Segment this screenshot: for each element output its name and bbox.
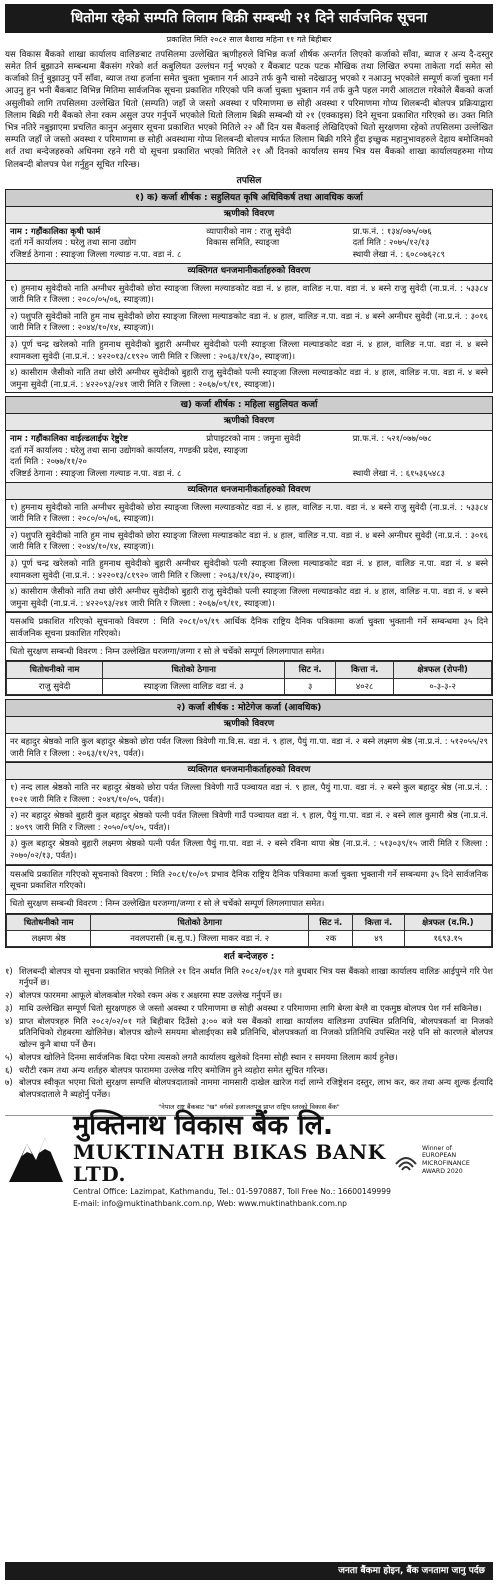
reg-date: दर्ता मिति : २०७५/१२/१३ — [352, 237, 430, 248]
table-cell: ४९ — [353, 931, 404, 947]
blank-cell — [206, 249, 348, 261]
table-cell: ३ — [285, 678, 336, 694]
borrower-details — [6, 224, 492, 263]
table-header-cell: सिट नं. — [285, 662, 336, 678]
reg-address: रजिष्टर्ड ठेगाना : स्याङ्जा जिल्ला गल्याङ न.पा. वडा नं. ८ — [10, 468, 182, 479]
guarantor-3: ३) कुल बहादुर श्रेष्ठको बुहारी लक्ष्मण श्रेष्ठको पत्नी पर्वत जिल्ला पैयुं गा.पा. वडा नं. २ बस्ने रविना थापा श्रेष्ठ (ना.प्र.नं. : ५१३०३९/१५ जारी मिति र जिल्ला : २०७०/०२/१३, पर्वत)। — [6, 836, 492, 864]
loan-heading-2: २) कर्जा शीर्षक : मोटेगेज कर्जा (आवधिक) — [6, 700, 492, 717]
proprietor: प्रोपाइटरको नाम : जमुना सुवेदी — [206, 433, 301, 444]
pan-no: स्थायी लेखा नं. : ६१५३६५४८३ — [352, 468, 445, 479]
table-header-cell: धितोधनीको नाम — [7, 662, 103, 678]
table-cell: स्याङ्जा जिल्ला वालिङ वडा नं. ३ — [103, 678, 285, 694]
table-header-cell: धितोको ठेगाना — [103, 662, 285, 678]
security-description: धितो सुरक्षण सम्बन्धी विवरण : निम्न उल्लेखित घरजग्गा/जग्गा र सो ले चर्चेको सम्पूर्ण लिगलगापात समेत। — [6, 895, 492, 913]
award-line: MICROFINANCE — [422, 1160, 470, 1168]
table-header-cell: कित्ता नं. — [353, 914, 404, 930]
terms-list — [5, 966, 493, 1101]
award-icon — [393, 1147, 419, 1173]
email-web: E-mail: info@muktinathbank.com.np, Web: www.muktinathbank.com.np — [73, 1199, 347, 1209]
borrower-heading: ऋणीको विवरण — [6, 414, 492, 431]
term-text: माथि उल्लेखित सम्पूर्ण धितो सुरक्षणहरु जे जस्तो अवस्था र परिमाणमा छ सोही अवस्था र परिमाणमा लागि बेग्ला बेग्लै वा एकमुष्ठ बोलपत्र पेश गर्न सकिनेछ। — [19, 1002, 482, 1013]
guarantor-3: ३) पूर्ण चन्द्र खरेलको नाति हुमनाथ सुवेदीको बुहारी अग्नीधर सुवेदीको पत्नी स्याङ्जा जिल्ला मल्याङकोट वडा नं. ४ हाल, वालिङ न.पा. वडा नं. ४ बस्ने श्यामकला सुवेदी (ना.प्र.नं. : ४२२०१३/८१९२० जारी मिति र जिल्ला : २०६३/११/३०, स्याङ्जा)। — [6, 556, 492, 584]
license-footnote: "नेपाल राष्ट्र बैंकबाट "ख" वर्गको इजाजतपत्र प्राप्त राष्ट्रिय स्तरको विकास बैंक" — [158, 1102, 340, 1111]
term-number: १) — [5, 965, 13, 976]
reg-office-cont: विकास समिति, स्याङ्जा — [206, 237, 280, 248]
table-cell: लक्ष्मण श्रेष्ठ — [7, 931, 91, 947]
bank-name-english: MUKTINATH BIKAS BANK LTD. — [73, 1139, 386, 1186]
term-text: प्राप्त बोलपत्रहरु मिति २०८२/०२/०१ गते बिहीबार दिउँसो ३:०० बजे यस बैंकको शाखा कार्यालय वालिङमा उपस्थित प्रतिनिधि, बोलपत्रकर्ता वा निजको प्रतिनिधिको रोहबरमा खोलिनेछ। बोलपत्र खोल्ने समयमा बोलाईएका सबै प्रतिनिधि, बोलपत्रकर्ता वा निजको प्रतिनिधि उपस्थित नरहे पनि सो कारणले बोलपत्र खोल्न कुनै बाधा पर्ने छैन। — [19, 1015, 493, 1050]
award-line: AWARD 2020 — [422, 1167, 463, 1175]
guarantor-2: २) नर बहादुर श्रेष्ठको बुहारी कुल बहादुर श्रेष्ठको पत्नी पर्वत जिल्ला त्रिवेणी गाउँ पञ्चायत वडा नं. ९ हाल, पैयुं गा.पा. वडा नं. २ बस्ने लाल कुमारी श्रेष्ठ (ना.प्र.नं. : ४०९९ जारी मिति र जिल्ला : २०५०/०९/०५, पर्वत)। — [6, 808, 492, 836]
reg-office: दर्ता गर्ने कार्यालय : घरेलु तथा साना उद्योगको कार्यालय, गण्डकी प्रदेश, स्याङ्जा — [10, 444, 248, 455]
guarantor-1: १) हुमनाथ सुवेदीको नाति अग्नीधर सुवेदीको छोरा स्याङ्जा जिल्ला मल्याङकोट वडा नं. ४ हाल, वालिङ न.पा. वडा नं. ४ बस्ने राजु सुवेदी (ना.प्र.नं. : ५३३८४ जारी मिति र जिल्ला : २०८०/०५/०६, स्याङ्जा)। — [6, 281, 492, 309]
previous-notice: यसअघि प्रकाशित गरिएको सूचनाको विवरण : मिति २०८१/०९/१९ आर्थिक दैनिक राष्ट्रिय दैनिक पत्रिकामा कर्जा चुक्ता भुक्तानी गर्ने सम्बन्धमा ३५ दिने सार्वजनिक सूचना प्रकाशित गरिएको। — [6, 612, 492, 643]
borrower-heading: ऋणीको विवरण — [6, 207, 492, 224]
table-row — [7, 931, 492, 947]
borrower-heading: ऋणीको विवरण — [6, 717, 492, 734]
guarantor-2: २) पशुपति सुवेदीको नाति हुम नाथ सुवेदीको छोरा स्याङ्जा जिल्ला मल्याङकोट वडा नं. ४ हाल, वालिङ न.पा. वडा नं. ४ बस्ने अग्नीधर सुवेदी (ना.प्र.नं. : ३०१६ जारी मिति र जिल्ला : २०४४/१०/१४, स्याङ्जा)। — [6, 309, 492, 337]
borrower-details — [6, 431, 492, 481]
loan-heading-1b: ख) कर्जा शीर्षक : महिला सहुलियत कर्जा — [6, 397, 492, 414]
loan-section-1b — [5, 396, 493, 696]
term-number: ७) — [5, 1077, 13, 1088]
guarantor-3: ३) पूर्ण चन्द्र खरेलको नाति हुमनाथ सुवेदीको बुहारी अग्नीधर सुवेदीको पत्नी स्याङ्जा जिल्ला मल्याङकोट वडा नं. ४ हाल, वालिङ न.पा. वडा नं. ४ बस्ने श्यामकला सुवेदी (ना.प्र.नं. : ४२२०१३/८१९२० जारी मिति र जिल्ला : २०६३/११/३०, स्याङ्जा)। — [6, 337, 492, 365]
reg-office: दर्ता गर्ने कार्यालय : घरेलु तथा साना उद्योग — [10, 237, 137, 248]
term-text: बोलपत्र स्वीकृत भएमा धितो सुरक्षण सम्पत्ति बोलपत्रदाताको नाममा नामसारी दाखेल खारेज गर्दा लाग्ने रजिष्ट्रेशन दस्तुर, लाभ कर, कर तथा अन्य शुल्क ईत्यादि बोलपत्रदाताले नै ब्यहोर्नु पर्नेछ। — [19, 1077, 493, 1100]
borrower-details: नर बहादुर श्रेष्ठको नाति कुल बहादुर श्रेष्ठको छोरा पर्वत जिल्ला त्रिवेणी गा.वि.स. वडा नं. ९ हाल, पैयुं गा.पा. वडा नं. २ बस्ने लक्ष्मण श्रेष्ठ (ना.प्र.नं. : ५१२०५५/२९ जारी मिति र जिल्ला : २०६३/११/२९, पर्वत)। — [6, 734, 492, 762]
table-cell: ०-३-३-२ — [394, 678, 492, 694]
loan-section-2 — [5, 699, 493, 948]
term-text: धरौटी रकम तथा अन्य शर्तहरु बोलपत्र फाराममा उल्लेख गरिए बमोजिम हुने व्यहोरा समेत सूचित गरिन्छ। — [19, 1064, 328, 1075]
terms-heading: शर्त बन्देजहरु : — [223, 952, 275, 963]
term-item — [5, 990, 493, 1002]
borrower-name: नाम : गहौंकालिका वाईल्डलाईफ रेष्टुरेष्ट — [10, 433, 128, 444]
award-badge — [393, 1145, 493, 1176]
intro-paragraph: यस विकास बैंकको शाखा कार्यालय वालिङबाट तपसिलमा उल्लेखित ऋणीहरुले विभिन्न कर्जा शीर्षक अन्तर्गत लिएको कर्जाको साँवा, ब्याज र अन्य दै-दस्तुर समेत तिर्न बुझाउने सम्बन्धमा बैंकसंग गरेको शर्त कबुलियत उल्लंघन गर्नु भएको र बैंकबाट पटक पटक मौखिक तथा लिखित रुपमा ताकेता गर्दा समेत सो कर्जाको तिर्नु बुझाउनु पर्ने साँवा, ब्याज तथा हर्जाना समेत चुक्ता भुक्तान गर्न आउने तर्फ कुनै चासो नदेखाउनु भएको र नआउनु भएकोले सम्पूर्ण कर्जा चुक्ता गर्न आउनु हुन भनी बैंकबाट विभिन्न मितिमा सार्वजनिक सूचना प्रकाशित गरिएको पनि कर्जा चुक्ता भुक्तान गर्न तर्फ कुनै पहल नगरी आलटाल गरेकोले बैंकको कर्जा असुलीको लागि तपसिलमा उल्लेखित धितो (सम्पति) जहाँ जे जस्तो अवस्था र परिमाणमा छ सोही अवस्था र परिमाणमा गोप्य शिलबन्दी बोलपत्र प्रक्रियाद्वारा लिलाम बिक्री गरी बैंकको लेना रकम असुल उपर गर्नुपर्ने भएकोले धितो लिलाम बिक्री सम्बन्धी यो २१ (एक्काइस) दिने सूचना प्रकाशित गरिएको छ। उक्त मिति भित्र नतिरे नबुझाएमा प्रचलित कानुन अनुसार सूचना प्रकाशित भएको मितिले २२ औं दिन यस बैंकलाई लेखिदिएको धितो सुरक्षणमा रहेको तपसिलमा उल्लेखित सम्पति जहाँ जे जस्तो अवस्था र परिमाणमा छ सोही अवस्थामा गोप्य शिलबन्दी बोलपत्र मार्फत लिलाम बिक्री गरिने हुँदा इच्छुक महानुभावहरुले देहाय बमोजिमको शर्त तथा बन्देजहरुको अधिनमा रहने गरी यो सूचना प्रकाशित भएको मितिले २१ औं दिनको कार्यालय समय भित्र यस बैंकको शाखा कार्यालयहरुमा गोप्य शिलबन्दी बोलपत्र पेश गर्नुहुन सूचित गरिन्छ। — [5, 49, 493, 170]
pan-no: स्थायी लेखा नं. : ६०८०७६२८९ — [352, 249, 445, 260]
award-line: EUROPEAN — [422, 1152, 457, 1160]
loan-section-1a — [5, 189, 493, 393]
guarantor-heading: व्यक्तिगत धनजमानीकर्ताहरुको विवरण — [6, 482, 492, 500]
term-number: ५) — [5, 1051, 13, 1062]
guarantor-2: २) पशुपति सुवेदीको नाति हुम नाथ सुवेदीको छोरा स्याङ्जा जिल्ला मल्याङकोट वडा नं. ४ हाल, वालिङ न.पा. वडा नं. ४ बस्ने अग्नीधर सुवेदी (ना.प्र.नं. : ३०१६ जारी मिति र जिल्ला : २०४४/१०/१४, स्याङ्जा)। — [6, 528, 492, 556]
security-description: धितो सुरक्षण सम्बन्धी विवरण : निम्न उल्लेखित घरजग्गा/जग्गा र सो ले चर्चेको सम्पूर्ण लिगलगापात समेत। — [6, 643, 492, 661]
guarantor-4: ४) कासीराम जैसीको नाति तथा छोरी अग्नीधर सुवेदीको बुहारी राजु सुवेदीको पत्नी स्याङ्जा जिल्ला मल्याङकोट वडा नं. ४ हाल, वालिङ न.पा. वडा नं. ४ बस्ने जमुना सुवेदी (ना.प्र.नं. : ४२२०९३/२४१ जारी मिति र जिल्ला : २०६७/०९/११, स्याङ्जा)। — [10, 367, 488, 389]
tapsil-heading: तपसिल — [236, 175, 262, 186]
table-header-cell: धितोको ठेगाना — [91, 914, 309, 930]
table-cell: २क — [309, 931, 353, 947]
term-item — [5, 1016, 493, 1051]
reg-date: दर्ता मिति : २०७७/११/२० — [10, 456, 87, 467]
award-line: Winner of — [422, 1144, 452, 1152]
table-header-cell: सिट नं. — [309, 914, 353, 930]
term-item — [5, 1077, 493, 1101]
publish-date: प्रकाशित मिति २०८२ साल बैशाख महिना ११ गते बिहीबार — [166, 34, 332, 44]
table-cell: नवलपरासी (ब.सु.प.) जिल्ला माकर वडा नं. २ — [91, 931, 309, 947]
table-header-cell: क्षेत्रफल (रोपनी) — [394, 662, 492, 678]
table-cell: राजु सुवेदी — [7, 678, 103, 694]
previous-notice: यसअघि प्रकाशित गरिएको सूचनाको विवरण : मिति २०८१/१०/०९ प्रभाव दैनिक राष्ट्रिय दैनिक पत्रिकामा कर्जा चुक्ता भुक्तानी गर्ने सम्बन्धमा ३५ दिने सार्वजनिक सूचना प्रकाशित गरिएको। — [6, 865, 492, 896]
term-item — [5, 966, 493, 990]
term-number: २) — [5, 990, 13, 1001]
collateral-table — [6, 914, 492, 948]
proprietor: व्यापारीको नाम : राजु सुवेदी — [206, 225, 292, 236]
firm-reg-no: प्रा.फ.नं. : ५२१/०७७/०७८ — [352, 433, 432, 444]
term-item — [5, 1003, 493, 1015]
central-office: Central Office: Lazimpat, Kathmandu, Tel.: 01-5970887, Toll Free No.: 16600149999 — [73, 1186, 391, 1196]
guarantor-heading: व्यक्तिगत धनजमानीकर्ताहरुको विवरण — [6, 762, 492, 780]
bank-identity — [67, 1111, 393, 1209]
term-text: शिलबन्दी बोलपत्र यो सूचना प्रकाशित भएको मितिले २१ दिन अर्थात मिति २०८२/०१/३१ गते बुधबार भित्र यस बैंकको शाखा कार्यालय वालिङ आईपुग्ने गरि पेश गर्नुपर्ने छ। — [19, 965, 493, 988]
table-header-cell: कित्ता नं. — [335, 662, 393, 678]
term-item — [5, 1052, 493, 1064]
term-number: ३) — [5, 1002, 13, 1013]
term-number: ४) — [5, 1015, 13, 1026]
borrower-name: नाम : गहौंकालिका कृषी फार्म — [10, 225, 101, 236]
table-row — [7, 678, 492, 694]
term-text: बोलपत्र खोलिने दिनमा सार्वजनिक बिदा परेमा त्यसको लगतै कार्यालय खुलेको दिनमा सोही स्थान र समयमा लिलाम कार्य हुनेछ। — [19, 1051, 398, 1062]
loan-heading-1a: १) क) कर्जा शीर्षक : सहुलियत कृषि अधिविकर्ष तथा आवधिक कर्जा — [6, 190, 492, 207]
table-header-cell: धितोधनीको नाम — [7, 914, 91, 930]
firm-reg-no: प्रा.फ.नं. : १३४/०७५/०७६ — [352, 225, 432, 236]
table-cell: ४०२८ — [335, 678, 393, 694]
guarantor-4: ४) कासीराम जैसीको नाति तथा छोरी अग्नीधर सुवेदीको बुहारी राजु सुवेदीको पत्नी स्याङ्जा जिल्ला मल्याङकोट वडा नं. ४ हाल, वालिङ न.पा. वडा नं. ४ बस्ने जमुना सुवेदी (ना.प्र.नं. : ४२२०९३/२४१ जारी मिति र जिल्ला : २०६७/०९/११, स्याङ्जा)। — [6, 584, 492, 612]
guarantor-1: १) हुमनाथ सुवेदीको नाति अग्नीधर सुवेदीको छोरा स्याङ्जा जिल्ला मल्याङकोट वडा नं. ४ हाल, वालिङ न.पा. वडा नं. ४ बस्ने राजु सुवेदी (ना.प्र.नं. : ५३३८४ जारी मिति र जिल्ला : २०८०/०५/०६, स्याङ्जा)। — [6, 500, 492, 528]
table-cell: १६९३.१५ — [404, 931, 491, 947]
guarantor-1: १) नन्द लाल श्रेष्ठको नाति नर बहादुर श्रेष्ठको छोरा पर्वत जिल्ला त्रिवेणी गाउँ पञ्चायत वडा नं. ९ हाल, पैयुं गा.पा. वडा नं. २ बस्ने कुल बहादुर श्रेष्ठ (ना.प्र.नं. : १०२१ जारी मिति र जिल्ला : २०४९/१०/०५, पर्वत)। — [6, 780, 492, 808]
guarantor-heading: व्यक्तिगत धनजमानीकर्ताहरुको विवरण — [6, 263, 492, 281]
term-item — [5, 1065, 493, 1077]
bank-name-nepali: मुक्तिनाथ विकास बैंक लि. — [73, 1110, 334, 1142]
table-header-cell: क्षेत्रफल (व.मि.) — [404, 914, 491, 930]
bank-logo-icon — [5, 1130, 67, 1190]
term-text: बोलपत्र फारममा आफूले बोलकबोल गरेको रकम अंक र अक्षरमा स्पष्ट उल्लेख गर्नुपर्ने छ। — [19, 990, 283, 1001]
reg-address: रजिष्टर्ड ठेगाना : स्याङ्जा जिल्ला गल्याङ न.पा. वडा नं. ८ — [10, 249, 182, 260]
bank-slogan: जनता बैंकमा होइन, बैंक जनतामा जानु पर्दछ — [5, 1562, 493, 1580]
term-number: ६) — [5, 1064, 13, 1075]
collateral-table — [6, 661, 492, 695]
notice-title: धितोमा रहेको सम्पति लिलाम बिक्री सम्बन्धी २१ दिने सार्वजनिक सूचना — [5, 4, 493, 33]
bank-footer — [5, 1110, 493, 1209]
